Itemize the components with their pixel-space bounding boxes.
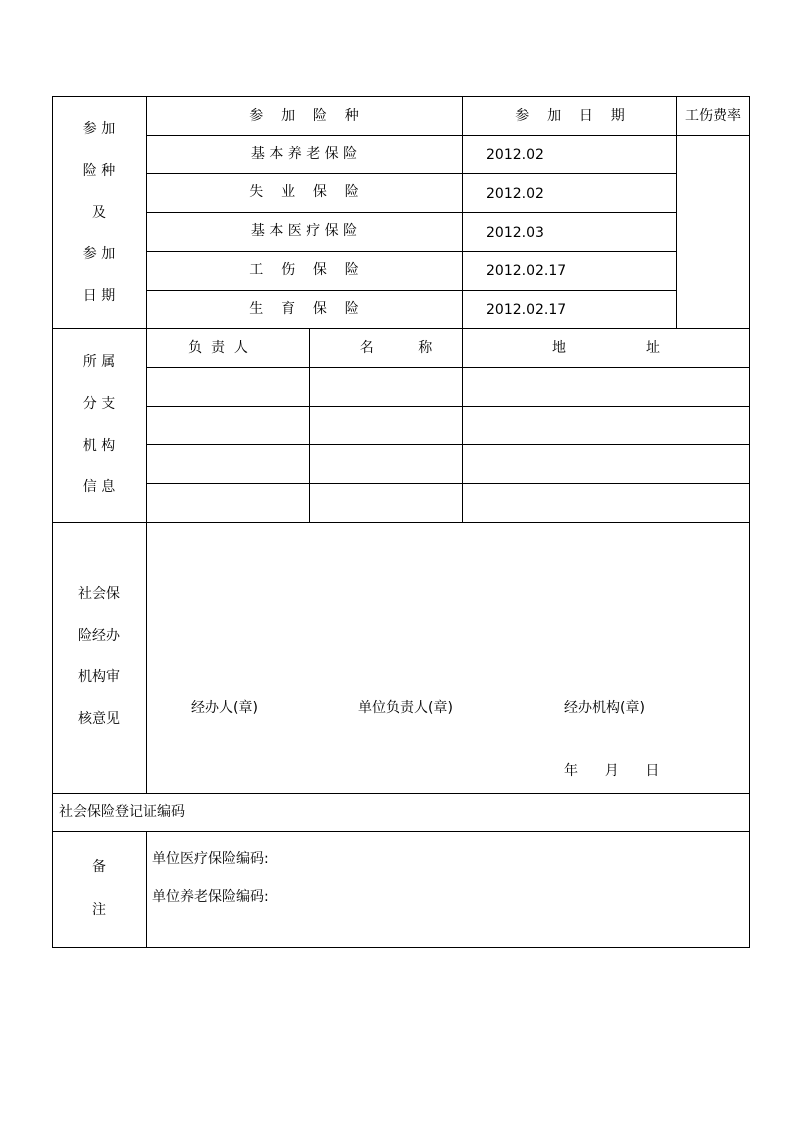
insurance-type-cell: 基 本 医 疗 保 险 (250, 223, 358, 239)
insurance-label-line: 参 加 (82, 246, 116, 262)
branch-label-line: 机 构 (82, 438, 116, 454)
insurance-label-line: 参 加 (82, 121, 116, 137)
branch-row-line (146, 483, 750, 484)
review-label-line: 机构审 (78, 669, 120, 685)
divider-insurance-branch (52, 328, 750, 329)
border-bottom (52, 947, 750, 948)
branch-row-line (146, 367, 750, 368)
header-responsible-person: 负 责 人 (188, 340, 248, 356)
insurance-header-line (146, 135, 750, 136)
review-label-line: 核意见 (78, 711, 120, 727)
header-join-date: 参 加 日 期 (515, 108, 625, 124)
insurance-type-cell: 工 伤 保 险 (249, 262, 359, 278)
join-date-cell: 2012.03 (486, 225, 544, 241)
insurance-row-line (146, 290, 676, 291)
insurance-col-line (462, 96, 463, 328)
notes-label-line: 备 (92, 859, 106, 875)
insurance-registration-form (52, 96, 750, 948)
divider-review-code (52, 793, 750, 794)
branch-label-line: 信 息 (82, 479, 116, 495)
insurance-row-line (146, 251, 676, 252)
review-label-line: 社会保 (78, 586, 120, 602)
handler-signature-label: 经办人(章) (191, 700, 258, 716)
join-date-cell: 2012.02 (486, 147, 544, 163)
header-insurance-type: 参 加 险 种 (249, 108, 359, 124)
insurance-row-line (146, 212, 676, 213)
insurance-type-cell: 基 本 养 老 保 险 (250, 146, 358, 162)
notes-label-divider (146, 831, 147, 948)
join-date-cell: 2012.02 (486, 186, 544, 202)
notes-label-line: 注 (92, 902, 106, 918)
branch-col-line (462, 328, 463, 522)
insurance-type-cell: 失 业 保 险 (249, 184, 359, 200)
divider-code-notes (52, 831, 750, 832)
insurance-label-line: 日 期 (82, 288, 116, 304)
branch-col-line (309, 328, 310, 522)
branch-label-line: 所 属 (82, 354, 116, 370)
header-branch-name: 名 称 (359, 340, 433, 356)
insurance-label-line: 险 种 (82, 163, 116, 179)
branch-label-line: 分 支 (82, 396, 116, 412)
branch-row-line (146, 444, 750, 445)
border-top (52, 96, 750, 97)
agency-seal-label: 经办机构(章) (564, 700, 645, 716)
insurance-label-line: 及 (92, 205, 106, 221)
pension-insurance-code-label: 单位养老保险编码: (152, 889, 269, 905)
review-date-line: 年 月 日 (564, 763, 660, 779)
review-label-line: 险经办 (78, 628, 120, 644)
registration-code-label: 社会保险登记证编码 (59, 804, 185, 820)
header-branch-address: 地 址 (551, 340, 661, 356)
branch-row-line (146, 406, 750, 407)
divider-branch-review (52, 522, 750, 523)
medical-insurance-code-label: 单位医疗保险编码: (152, 851, 269, 867)
header-injury-rate: 工伤费率 (685, 108, 741, 124)
insurance-type-cell: 生 育 保 险 (249, 301, 359, 317)
insurance-row-line (146, 173, 676, 174)
insurance-col-line (676, 96, 677, 328)
join-date-cell: 2012.02.17 (486, 302, 567, 318)
unit-head-signature-label: 单位负责人(章) (358, 700, 453, 716)
join-date-cell: 2012.02.17 (486, 263, 567, 279)
